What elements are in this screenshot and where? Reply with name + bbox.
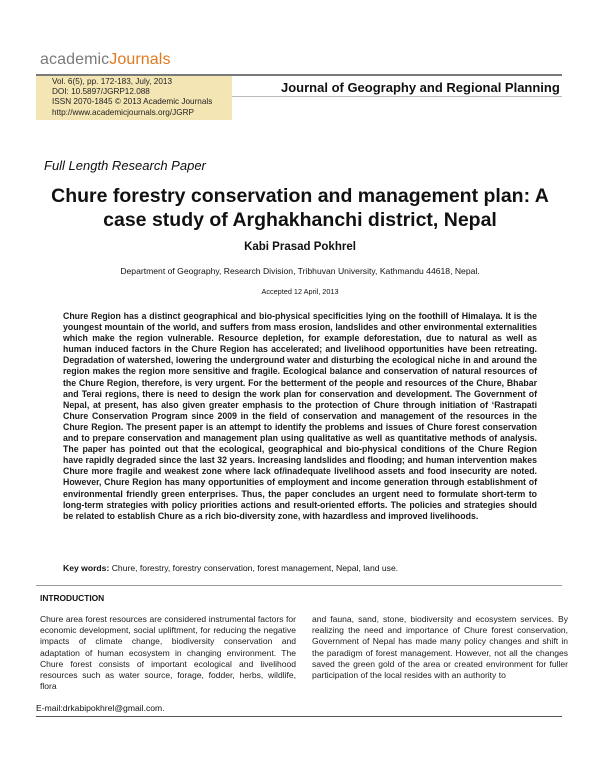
meta-issn: ISSN 2070-1845 © 2013 Academic Journals [52, 97, 213, 107]
meta-doi: DOI: 10.5897/JGRP12.088 [52, 87, 150, 97]
author-email[interactable]: E-mail:drkabipokhrel@gmail.com. [36, 703, 562, 713]
journal-title-rule [232, 96, 562, 97]
author-name: Kabi Prasad Pokhrel [244, 241, 356, 253]
journal-meta [52, 77, 212, 118]
journal-title: Journal of Geography and Regional Planning [281, 80, 560, 95]
keywords [63, 563, 537, 573]
meta-url[interactable]: http://www.academicjournals.org/JGRP [52, 107, 194, 117]
author-affiliation: Department of Geography, Research Division, Tribhuvan University, Kathmandu 44618, Nepal. [120, 266, 480, 276]
section-divider [36, 585, 562, 586]
publisher-logo [40, 51, 171, 69]
intro-column-left: Chure area forest resources are considered instrumental factors for economic development, social upliftment, for reducing the negative impacts of climate change, biodiversity conservation and adaptation of human ecosystem in changing environment. The Chure forest consists of important ecological and livelihood resources such as water source, forage, fodder, herbs, wildlife, flora [40, 614, 296, 692]
intro-column-right: and fauna, sand, stone, biodiversity and ecosystem services. By realizing the need and importance of Chure forest conservation, Government of Nepal has made many policy changes and shift in the paradigm of forest management. However, not all the changes saved the green gold of the area or created environment for fuller participation of the local resides with an authority to [312, 614, 568, 681]
article-type: Full Length Research Paper [44, 158, 206, 173]
abstract: Chure Region has a distinct geographical and bio-physical specificities lying on the foothill of Himalaya. It is the youngest mountain of the world, and suffers from mass erosion, landslides and other environmental externalities which make the region vulnerable. Resource depletion, for example deforestation, due to natural as well as human induced factors in the Chure Region has accelerated; and livelihood opportunities have been retreating. Degradation of watershed, lowering the underground water and disturbing the ecological niche in and around the region makes the region more sensitive and fragile. Ecological balance and conservation of natural resources of the Chure Region, therefore, is very urgent. For the betterment of the people and resources of the Chure, Bhabar and Terai regions, there is need to design the work plan for conservation and development. The Government of Nepal, at present, has also given greater emphasis to the protection of Chure through initiation of ‘Rastrapati Chure Conservation Program since 2009 in the field of conservation and management of the resources in the Chure Region. The present paper is an attempt to identify the problems and issues of Chure forest conservation and to prepare conservation and management plan using qualitative as well as quantitative methods of analysis. The paper has pointed out that the ecological, geographical and bio-physical conditions of the Chure Region have rapidly degraded since the last 32 years. Increasing landslides and flooding; and human intervention makes Chure more fragile and weakest zone where lack of/inadequate livelihood assets and food insecurity are noted. However, Chure Region has many opportunities of employment and income generation through establishment of environmental friendly green enterprises. Thus, the paper concludes an urgent need to formulate short-term to long-term strategies with policy priorities actions and result-oriented efforts. The policies and strategies should be related to establish Chure as a rich bio-diversity zone, with hazardless and improved livelihoods. [63, 311, 537, 521]
accepted-date: Accepted 12 April, 2013 [261, 287, 339, 296]
keywords-label: Key words: [63, 563, 110, 573]
article-title: Chure forestry conservation and management plan: A case study of Arghakhanchi district, Nepal [51, 185, 549, 231]
footer-rule [36, 716, 562, 717]
introduction-heading: INTRODUCTION [40, 593, 105, 603]
logo-academic: academic [40, 51, 110, 68]
logo-journals: Journals [109, 51, 171, 68]
meta-volume: Vol. 6(5), pp. 172-183, July, 2013 [52, 77, 173, 86]
keywords-list: Chure, forestry, forestry conservation, forest management, Nepal, land use. [109, 563, 399, 573]
